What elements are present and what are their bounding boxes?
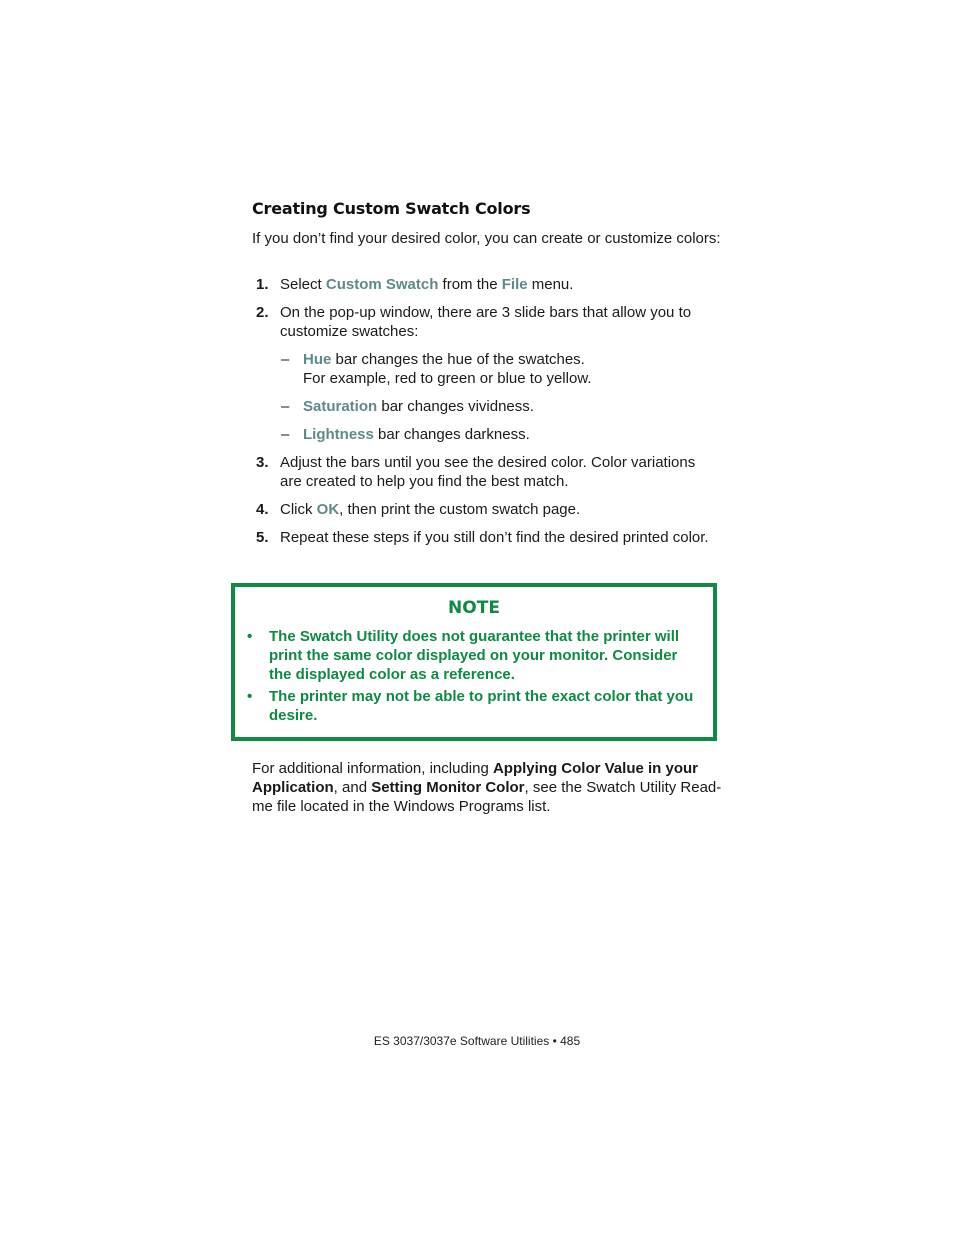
sub-item-text: Saturation bar changes vividness. [303,398,534,415]
dash-marker: – [281,426,290,443]
additional-info-paragraph: For additional information, including Applying Color Value in your Application, and Setting Monitor Color, see the Swatch Utility Read-me file located in the Windows Programs list. [252,760,722,815]
step-number: 2. [256,304,269,321]
term-hue: Hue [303,351,332,368]
page-footer: ES 3037/3037e Software Utilities • 485 [373,1034,581,1048]
step-text: Click OK, then print the custom swatch page. [280,501,581,518]
sub-item-text: Lightness bar changes darkness. [303,426,530,443]
term-saturation: Saturation [303,398,378,415]
topic-reference: Setting Monitor Color [371,779,525,796]
note-item-text: The Swatch Utility does not guarantee that the printer will print the same color displayed on your monitor. Consider the displayed color as a reference. [269,628,680,683]
step-number: 5. [256,529,269,546]
step-number: 3. [256,454,269,471]
step-number: 4. [256,501,269,518]
note-box [231,583,717,741]
sub-item-text: Hue bar changes the hue of the swatches. For example, red to green or blue to yellow. [303,351,592,387]
step-number: 1. [256,276,269,293]
note-item-text: The printer may not be able to print the exact color that you desire. [269,688,694,724]
note-title: NOTE [448,598,500,618]
dash-marker: – [281,398,290,415]
menu-item-reference: Custom Swatch [325,276,439,293]
step-text: Adjust the bars until you see the desired color. Color variations are created to help you find the best match. [280,454,696,490]
bullet-marker: • [247,688,253,705]
section-heading: Creating Custom Swatch Colors [252,199,531,218]
button-reference-ok: OK [316,501,340,518]
bullet-marker: • [247,628,253,645]
term-lightness: Lightness [303,426,374,443]
step-text: Select Custom Swatch from the File menu. [280,276,574,293]
step-text: Repeat these steps if you still don’t find the desired printed color. [280,529,709,546]
dash-marker: – [281,351,290,368]
intro-paragraph: If you don’t find your desired color, you can create or customize colors: [252,230,721,247]
topic-reference: Applying Color Value in your Application [252,760,698,796]
step-text: On the pop-up window, there are 3 slide bars that allow you to customize swatches: [280,304,692,340]
menu-reference: File [501,276,528,293]
